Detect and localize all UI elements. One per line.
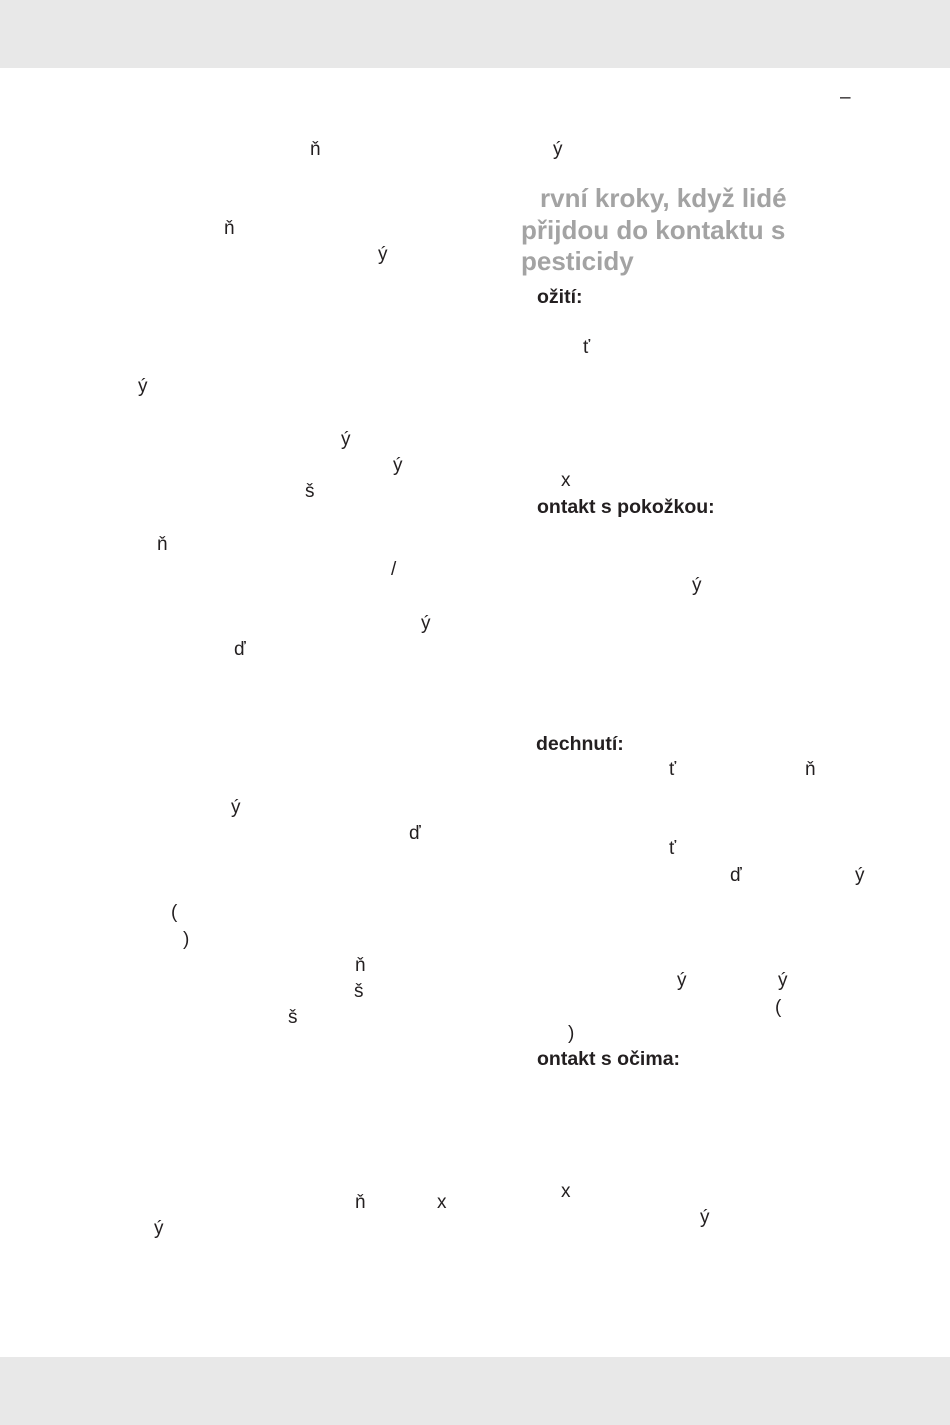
text-fragment: ý [677,970,687,991]
text-fragment: š [305,481,315,502]
eye-contact-subheading: ontakt s očima: [537,1048,681,1070]
text-fragment: š [354,981,364,1002]
text-fragment: ň [310,139,321,160]
text-fragment: ň [157,534,168,555]
text-fragment: ý [700,1207,710,1228]
text-fragment: ý [553,139,563,160]
text-fragment: ď [409,823,421,844]
page-number-mark: – [840,87,851,108]
text-fragment: š [288,1007,298,1028]
text-fragment: x [561,470,571,491]
text-fragment: ý [231,797,241,818]
text-fragment: x [561,1181,571,1202]
text-fragment: ý [421,613,431,634]
text-fragment: ň [355,955,366,976]
text-fragment: ý [692,575,702,596]
inhalation-subheading: dechnutí: [536,733,624,755]
text-fragment: ý [778,970,788,991]
bottom-margin-band [0,1357,950,1425]
text-fragment: ) [183,929,190,950]
heading-line: pesticidy [521,246,634,276]
text-fragment: ý [138,376,148,397]
text-fragment: x [437,1192,447,1213]
heading-line: rvní kroky, když lidé [540,183,787,213]
text-fragment: ý [154,1218,164,1239]
text-fragment: ť [583,337,591,358]
text-fragment: ť [669,838,677,859]
document-page [0,68,950,1357]
text-fragment: ) [568,1023,575,1044]
text-fragment: / [391,559,397,580]
text-fragment: ň [805,759,816,780]
text-fragment: ý [393,455,403,476]
text-fragment: ň [355,1192,366,1213]
text-fragment: ň [224,218,235,239]
heading-line: přijdou do kontaktu s [521,214,786,245]
text-fragment: ( [775,997,782,1018]
ingestion-subheading: ožití: [537,286,583,308]
text-fragment: ť [669,759,677,780]
text-fragment: ý [378,244,388,265]
skin-contact-subheading: ontakt s pokožkou: [537,496,715,518]
text-fragment: ý [855,865,865,886]
text-fragment: ( [171,902,178,923]
section-heading [521,183,821,278]
text-fragment: ý [341,429,351,450]
top-margin-band [0,0,950,68]
text-fragment: ď [730,865,742,886]
text-fragment: ď [234,639,246,660]
